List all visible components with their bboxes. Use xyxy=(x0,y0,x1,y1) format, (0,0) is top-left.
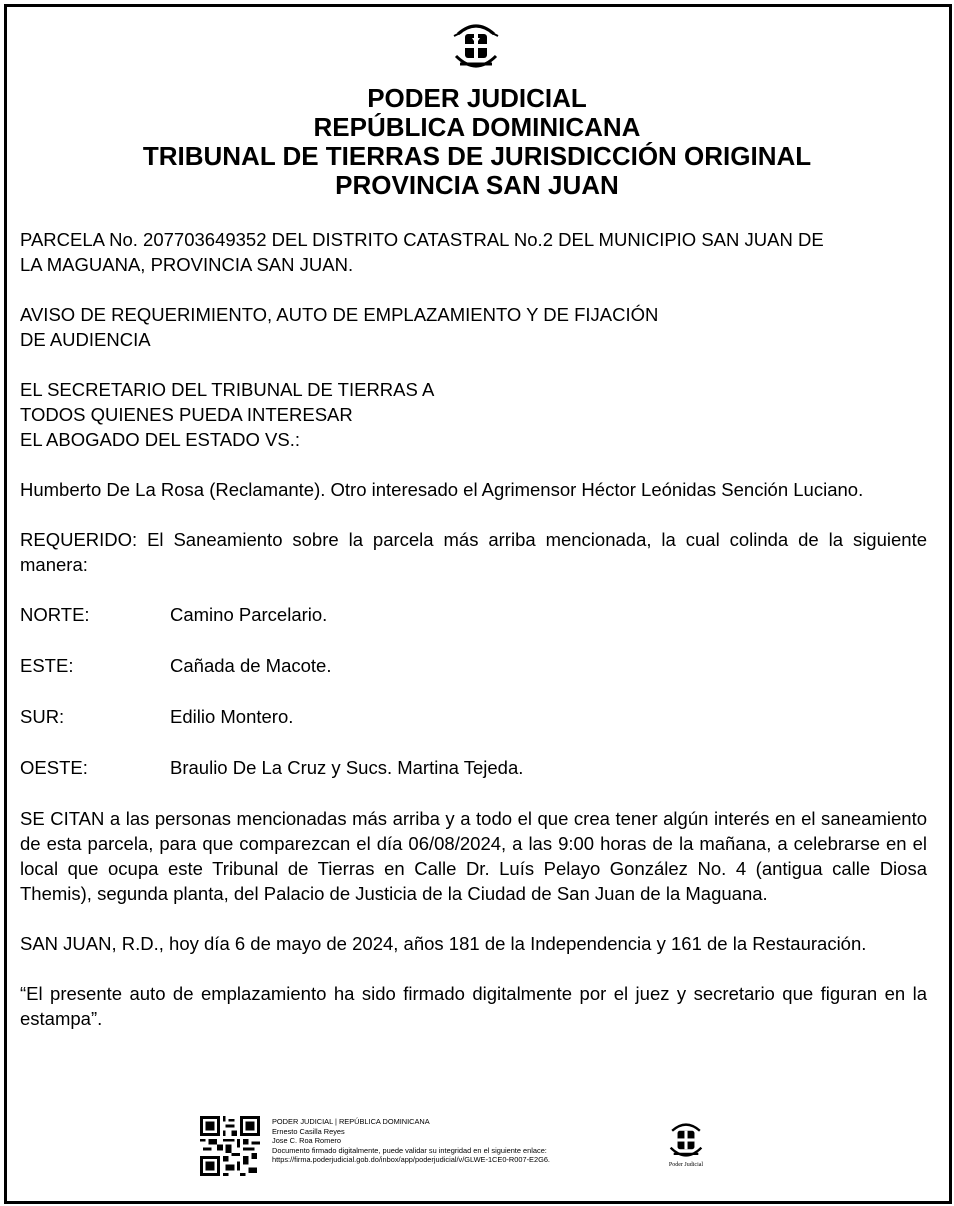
header-line: REPÚBLICA DOMINICANA xyxy=(313,112,641,142)
stamp-line: PODER JUDICIAL | REPÚBLICA DOMINICANA xyxy=(272,1117,430,1126)
document-body xyxy=(20,227,927,1056)
colindancia-este xyxy=(20,653,927,678)
parcela-line: PARCELA No. 207703649352 DEL DISTRITO CATASTRAL No.2 DEL MUNICIPIO SAN JUAN DE xyxy=(20,229,824,250)
interesados-paragraph: Humberto De La Rosa (Reclamante). Otro interesado el Agrimensor Héctor Leónidas Sención Luciano. xyxy=(20,479,864,500)
parcela-paragraph xyxy=(20,227,927,277)
court-header xyxy=(0,84,954,200)
firma-nota-paragraph: “El presente auto de emplazamiento ha sido firmado digitalmente por el juez y secretario que figuran en la estampa”. xyxy=(20,983,927,1029)
header-line: PROVINCIA SAN JUAN xyxy=(335,170,619,200)
fecha-paragraph: SAN JUAN, R.D., hoy día 6 de mayo de 2024, años 181 de la Independencia y 161 de la Restauración. xyxy=(20,933,867,954)
header-line: TRIBUNAL DE TIERRAS DE JURISDICCIÓN ORIGINAL xyxy=(142,141,812,171)
stamp-line: Jose C. Roa Romero xyxy=(272,1136,342,1146)
colindancia-sur xyxy=(20,704,927,729)
judicial-seal-icon xyxy=(666,1120,706,1160)
requerido-paragraph: REQUERIDO: El Saneamiento sobre la parcela más arriba mencionada, la cual colinda de la siguiente manera: xyxy=(20,529,927,575)
colindancia-value: Camino Parcelario. xyxy=(170,604,328,625)
secretario-paragraph xyxy=(20,377,927,452)
parcela-line: LA MAGUANA, PROVINCIA SAN JUAN. xyxy=(20,254,354,275)
citacion-paragraph: SE CITAN a las personas mencionadas más arriba y a todo el que crea tener algún interés en el saneamiento de esta parcela, para que comparezcan el día 06/08/2024, a las 9:00 horas de la mañana, a celebrarse en el local que ocupa este Tribunal de Tierras en Calle Dr. Luís Pelayo González No. 4 (antigua calle Diosa Themis), segunda planta, del Palacio de Justicia de la Ciudad de San Juan de la Maguana. xyxy=(20,808,927,904)
aviso-paragraph xyxy=(20,302,927,352)
aviso-line: AVISO DE REQUERIMIENTO, AUTO DE EMPLAZAMIENTO Y DE FIJACIÓN xyxy=(20,304,659,325)
colindancia-value: Edilio Montero. xyxy=(170,706,294,727)
colindancia-label: ESTE: xyxy=(20,655,74,676)
stamp-line: Ernesto Casilla Reyes xyxy=(272,1126,345,1136)
secretario-line: TODOS QUIENES PUEDA INTERESAR xyxy=(20,404,353,425)
colindancia-oeste xyxy=(20,755,927,780)
colindancia-value: Braulio De La Cruz y Sucs. Martina Tejeda. xyxy=(170,757,524,778)
qr-code-icon[interactable] xyxy=(200,1116,260,1176)
colindancia-label: OESTE: xyxy=(20,757,88,778)
stamp-line: Documento firmado digitalmente, puede validar su integridad en el siguiente enlace: xyxy=(272,1145,547,1155)
colindancia-label: NORTE: xyxy=(20,604,90,625)
digital-signature-stamp xyxy=(200,1116,720,1178)
stamp-link[interactable]: https://firma.poderjudicial.gob.do/inbox/app/poderjudicial/v/GLWE-1CE0-R007-E2G6. xyxy=(272,1155,550,1165)
stamp-text xyxy=(272,1117,550,1165)
judicial-seal-label: Poder Judicial xyxy=(668,1162,704,1168)
coat-of-arms-icon xyxy=(450,20,502,72)
aviso-line: DE AUDIENCIA xyxy=(20,329,151,350)
colindancia-value: Cañada de Macote. xyxy=(170,655,332,676)
secretario-line: EL ABOGADO DEL ESTADO VS.: xyxy=(20,429,300,450)
header-line: PODER JUDICIAL xyxy=(367,83,587,113)
colindancia-label: SUR: xyxy=(20,706,65,727)
colindancia-norte xyxy=(20,602,927,627)
secretario-line: EL SECRETARIO DEL TRIBUNAL DE TIERRAS A xyxy=(20,379,435,400)
